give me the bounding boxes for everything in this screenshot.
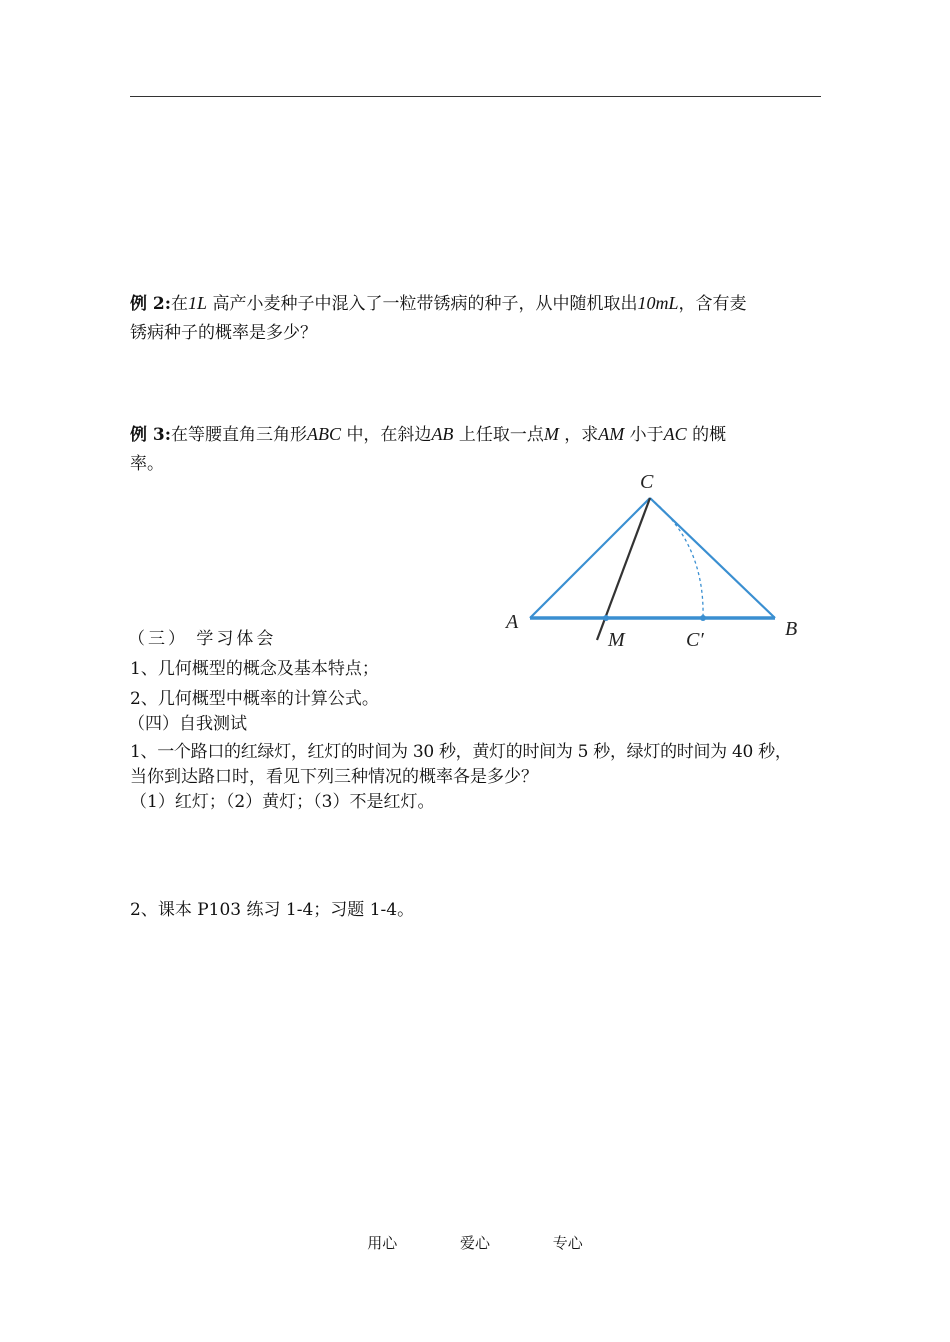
label-m: M — [608, 629, 625, 651]
example3-text-b: 中，在斜边 — [346, 425, 432, 445]
example3-text-d: ，求 — [564, 425, 599, 445]
example2-text-a: 在 — [171, 294, 189, 314]
section3-title: （三） 学习体会 — [128, 629, 277, 649]
example3-label: 例 3: — [130, 425, 172, 445]
header-rule — [130, 96, 821, 97]
example2-line1 — [130, 291, 746, 316]
arc-c-to-c-prime — [650, 498, 703, 618]
example3-math-ab: AB — [431, 424, 454, 444]
label-a: A — [506, 611, 519, 633]
example2-text-b: 高产小麦种子中混入了一粒带锈病的种子，从中随机取出 — [212, 294, 638, 314]
example3-line2: 率。 — [130, 454, 164, 474]
example3-math-am: AM — [598, 424, 625, 444]
page-footer — [0, 1232, 950, 1253]
label-c: C — [640, 471, 654, 493]
point-c-prime — [700, 615, 706, 621]
section4-q1-line3: （1）红灯；（2）黄灯；（3）不是红灯。 — [130, 792, 435, 812]
example2-label: 例 2: — [130, 294, 172, 314]
example2-math-10ml: 10mL — [637, 293, 679, 313]
triangle-figure — [500, 468, 820, 658]
section4-q1-line1: 1、一个路口的红绿灯，红灯的时间为 30 秒，黄灯的时间为 5 秒，绿灯的时间为 40 秒， — [130, 742, 792, 762]
example2-math-1l: 1L — [188, 293, 208, 313]
example2-text-c: ，含有麦 — [678, 294, 747, 314]
section3-item2: 2、几何概型中概率的计算公式。 — [130, 689, 379, 709]
example3-line1 — [130, 422, 726, 447]
footer-word-1: 用心 — [367, 1234, 398, 1252]
point-m — [603, 615, 609, 621]
section3-item1: 1、几何概型的概念及基本特点； — [130, 659, 379, 679]
section4-q1-line2: 当你到达路口时，看见下列三种情况的概率各是多少？ — [130, 767, 538, 787]
side-ac — [530, 498, 650, 618]
label-b: B — [785, 618, 798, 640]
example3-text-a: 在等腰直角三角形 — [171, 425, 308, 445]
example2-line2: 锈病种子的概率是多少？ — [130, 323, 317, 343]
example3-math-m: M — [543, 424, 559, 444]
footer-word-2: 爱心 — [459, 1234, 490, 1252]
section4-title: （四）自我测试 — [128, 714, 247, 734]
example3-text-c: 上任取一点 — [458, 425, 544, 445]
example3-text-e: 小于 — [629, 425, 664, 445]
example3-math-ac: AC — [663, 424, 687, 444]
example3-math-abc: ABC — [307, 424, 342, 444]
section4-q2: 2、课本 P103 练习 1-4；习题 1-4。 — [130, 900, 415, 920]
label-c-prime: C′ — [686, 629, 704, 651]
example3-text-f: 的概 — [692, 425, 727, 445]
footer-word-3: 专心 — [552, 1234, 583, 1252]
